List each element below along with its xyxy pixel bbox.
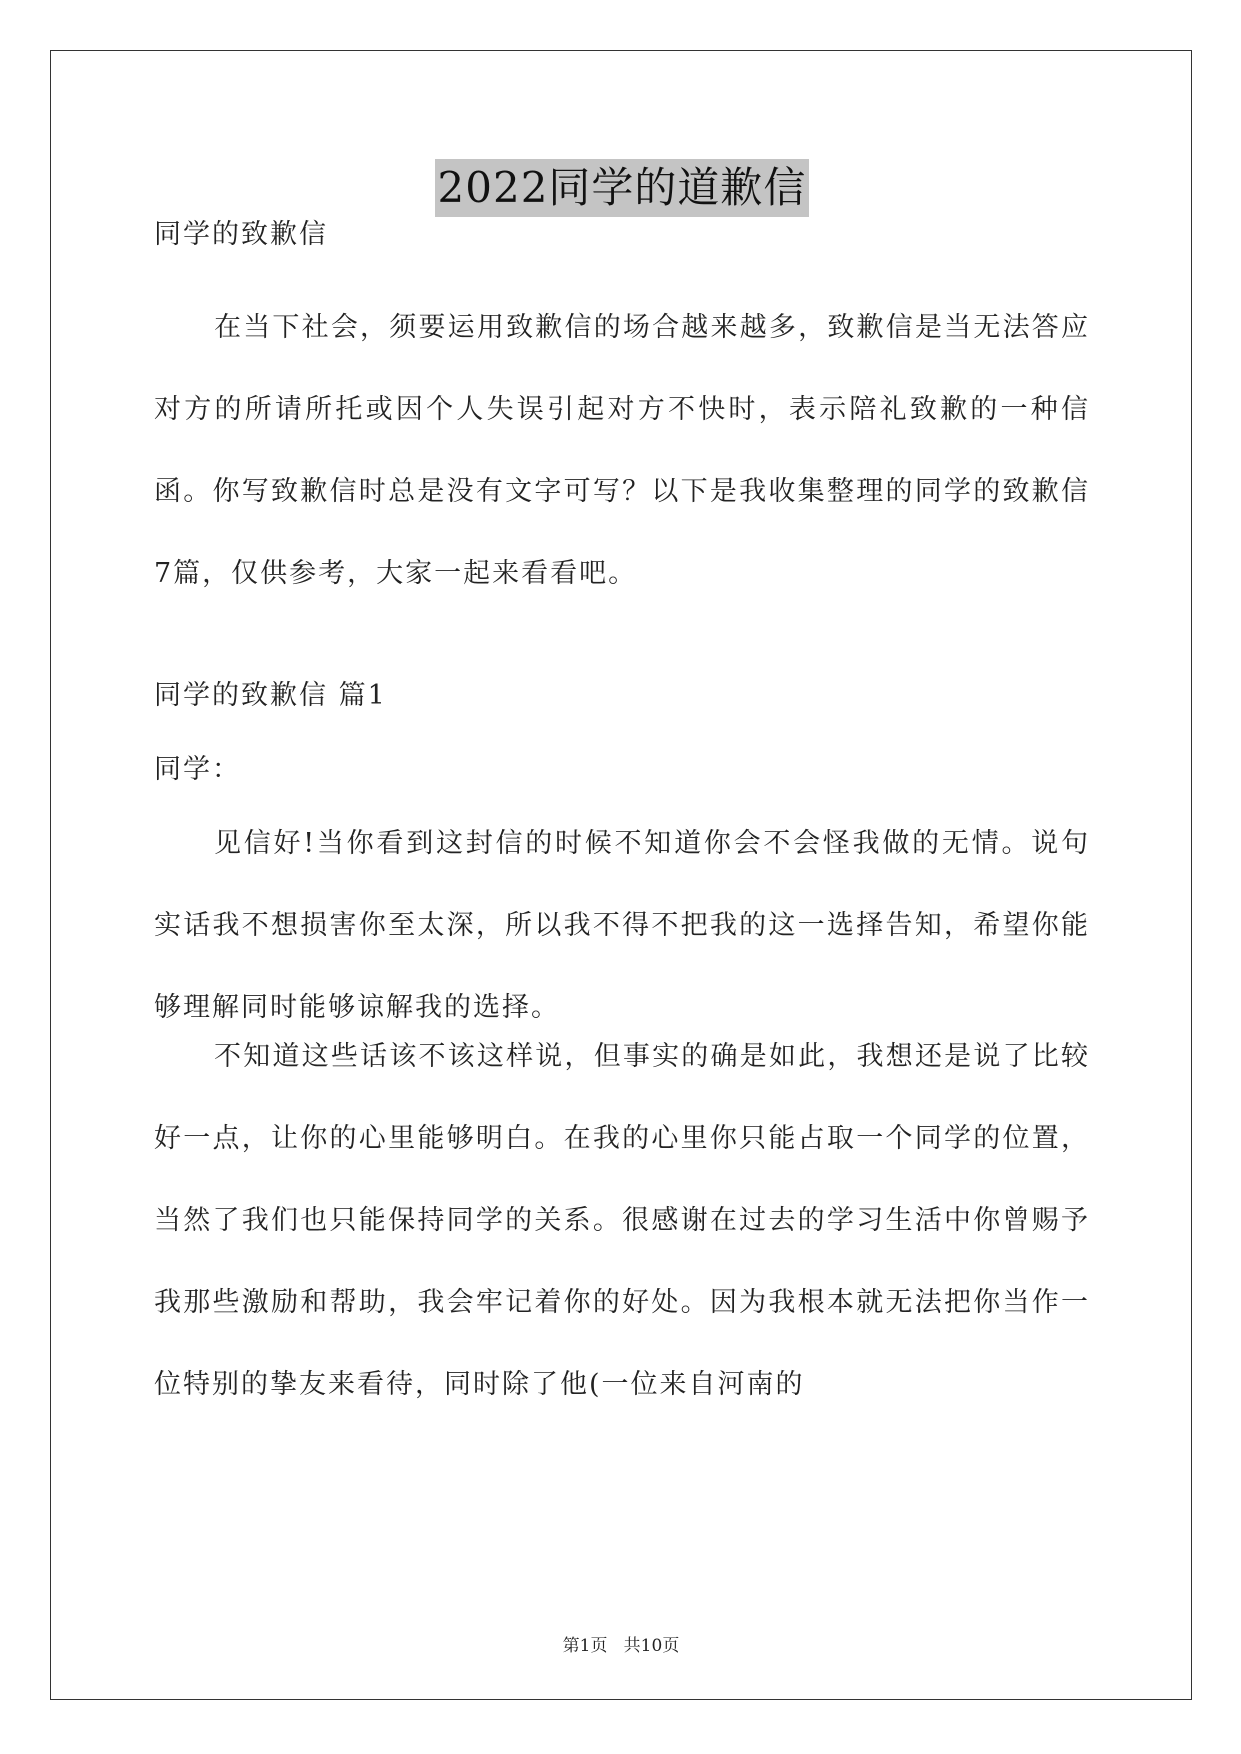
subtitle: 同学的致歉信 [154, 219, 328, 250]
intro-paragraph: 在当下社会，须要运用致歉信的场合越来越多，致歉信是当无法答应对方的所请所托或因个人失误引起对方不快时，表示陪礼致歉的一种信函。你写致歉信时总是没有文字可写？以下是我收集整理的同学的致歉信7篇，仅供参考，大家一起来看看吧。 [154, 312, 1090, 589]
section-heading: 同学的致歉信 篇1 [154, 680, 387, 711]
letter-paragraph-1: 见信好!当你看到这封信的时候不知道你会不会怪我做的无情。说句实话我不想损害你至太深，所以我不得不把我的这一选择告知，希望你能够理解同时能够谅解我的选择。 [154, 828, 1090, 1023]
document-title: 2022同学的道歉信 [435, 159, 810, 217]
letter-paragraph-2: 不知道这些话该不该这样说，但事实的确是如此，我想还是说了比较好一点，让你的心里能够明白。在我的心里你只能占取一个同学的位置，当然了我们也只能保持同学的关系。很感谢在过去的学习生活中你曾赐予我那些激励和帮助，我会牢记着你的好处。因为我根本就无法把你当作一位特别的挚友来看待，同时除了他(一位来自河南的 [154, 1041, 1090, 1400]
document-page [50, 50, 1192, 1700]
salutation: 同学： [154, 754, 241, 785]
title-container [154, 159, 1090, 217]
page-footer: 第1页 共10页 [562, 1636, 680, 1656]
